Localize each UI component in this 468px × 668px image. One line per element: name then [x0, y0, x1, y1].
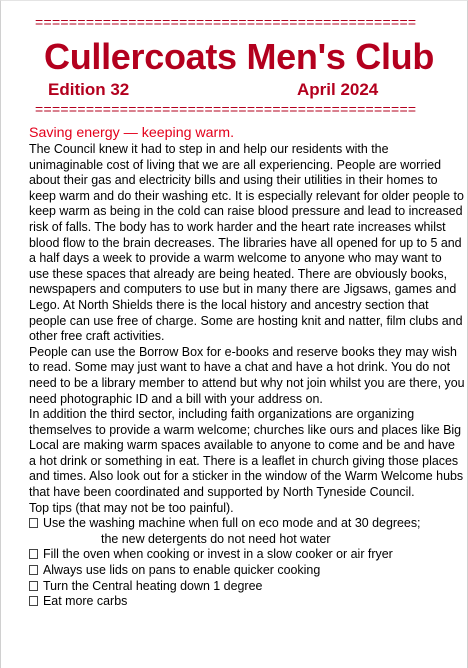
- checkbox-icon: [29, 518, 38, 528]
- edition-label: Edition 32: [48, 80, 130, 99]
- bottom-rule: =============================================: [35, 101, 417, 117]
- tip-text: Turn the Central heating down 1 degree: [43, 578, 263, 593]
- checkbox-icon: [29, 596, 38, 606]
- tip-text: Use the washing machine when full on eco mode and at 30 degrees;: [43, 516, 421, 531]
- tips-list: [29, 516, 465, 610]
- tip-item: [29, 516, 465, 547]
- checkbox-icon: [29, 581, 38, 591]
- article-paragraph: The Council knew it had to step in and help our residents with the unimaginable cost of living that we are all experiencing. People are worried about their gas and electricity bills and using their utilities in their homes to keep warm and do their washing etc. It is especially relevant for older people to keep warm as being in the cold can raise blood pressure and lead to increased risk of falls. The body has to work harder and the heart rate increases whilst blood flow to the brain decreases. The libraries have all opened for up to 5 and a half days a week to provide a warm welcome to anyone who may want to use these spaces that already are being heated. There are obviously books, newspapers and computers to use but in many there are Jigsaws, games and Lego. At North Shields there is the local history and ancestry section that people can use free of charge. Some are hosting knit and natter, film clubs and other free craft activities.: [29, 142, 464, 344]
- tip-item: [29, 563, 465, 579]
- tip-item: [29, 594, 465, 610]
- article-paragraph: In addition the third sector, including faith organizations are organizing themselves to provide a warm welcome; churches like ours and places like Big Local are making warm spaces available to anyone to come and be and have a hot drink or something in eat. There is a leaflet in church giving those places and times. Also look out for a sticker in the window of the Warm Welcome hubs that have been coordinated and supported by North Tyneside Council.: [29, 407, 464, 500]
- article: [29, 124, 465, 610]
- tip-text-continued: the new detergents do not need hot water: [101, 531, 331, 546]
- article-heading: Saving energy — keeping warm.: [29, 125, 235, 141]
- newsletter-title: Cullercoats Men's Club: [44, 36, 435, 77]
- tip-item: [29, 579, 465, 595]
- checkbox-icon: [29, 549, 38, 559]
- tip-text: Eat more carbs: [43, 594, 128, 609]
- checkbox-icon: [29, 565, 38, 575]
- top-rule: =============================================: [35, 14, 417, 30]
- article-paragraph: People can use the Borrow Box for e-books and reserve books they may wish to read. Some may just want to have a chat and have a hot drink. You do not need to be a library member to attend but why not join whilst you are there, you need photographic ID and a bill with your address on.: [29, 344, 465, 406]
- tip-text: Always use lids on pans to enable quicker cooking: [43, 563, 321, 578]
- tips-intro: Top tips (that may not be too painful).: [29, 500, 234, 515]
- tip-item: [29, 547, 465, 563]
- issue-date: April 2024: [297, 80, 379, 99]
- tip-text: Fill the oven when cooking or invest in a slow cooker or air fryer: [43, 547, 393, 562]
